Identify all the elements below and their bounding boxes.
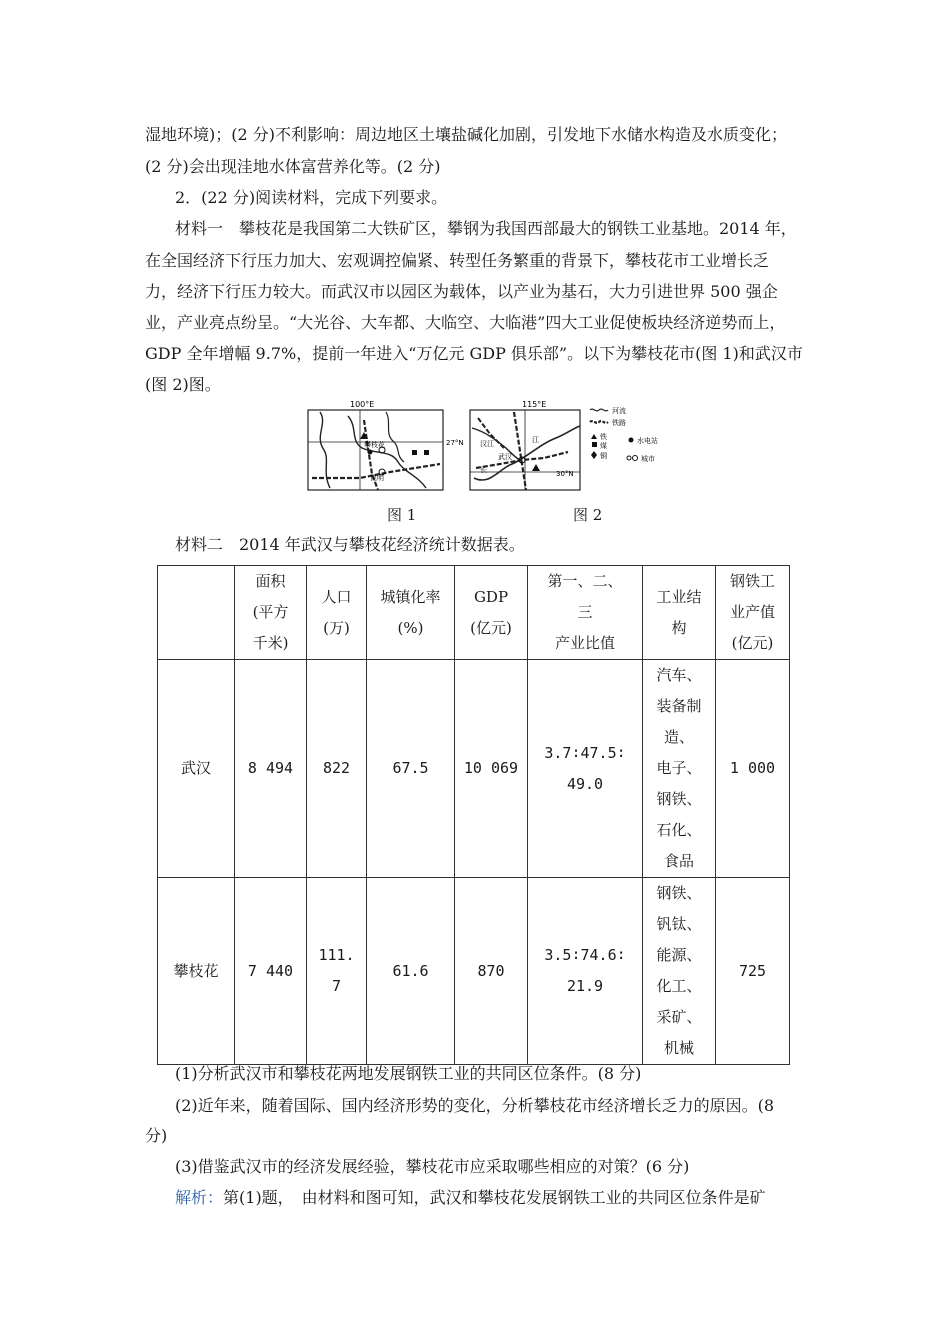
question-2-heading: 2．(22 分)阅读材料，完成下列要求。 — [175, 188, 448, 207]
header-cell-population: 人口 (万) — [307, 566, 367, 660]
header-cell-blank — [158, 566, 235, 660]
map2-longitude-label: 115°E — [522, 400, 547, 409]
legend-hydro-icon — [629, 438, 634, 443]
legend-copper-icon — [591, 451, 597, 459]
text-line-1: 湿地环境)；(2 分)不利影响：周边地区土壤盐碱化加剧，引发地下水储水构造及水质变化； — [145, 125, 787, 144]
row-panzhihua-city: 攀枝花 — [158, 878, 235, 1065]
material-1-line-5: GDP 全年增幅 9.7%，提前一年进入“万亿元 GDP 俱乐部”。以下为攀枝花市(图 1)和武汉市 — [145, 344, 803, 363]
question-2-2-line-1: (2)近年来，随着国际、国内经济形势的变化，分析攀枝花市经济增长乏力的原因。(8 — [175, 1096, 775, 1115]
header-cell-area: 面积 (平方 千米) — [235, 566, 307, 660]
map2-label-chang: 长 — [480, 466, 487, 474]
material-1-line-4: 业，产业亮点纷呈。“大光谷、大车都、大临空、大临港”四大工业促使板块经济逆势而上， — [145, 313, 786, 332]
answer-text: 第(1)题， 由材料和图可知，武汉和攀枝花发展钢铁工业的共同区位条件是矿 — [223, 1188, 766, 1207]
row-panzhihua-area: 7 440 — [235, 878, 307, 1065]
row-panzhihua-industry-ratio: 3.5∶74.6∶ 21.9 — [528, 878, 643, 1065]
map1-coal-mine — [412, 450, 417, 455]
legend-iron-label: 铁 — [600, 433, 607, 441]
legend-railway-label: 铁路 — [612, 419, 626, 427]
row-wuhan-industry-structure: 汽车、 装备制 造、 电子、 钢铁、 石化、 食品 — [643, 660, 716, 878]
header-cell-steel-output: 钢铁工 业产值 (亿元) — [716, 566, 790, 660]
legend-town-icon — [627, 456, 631, 460]
row-wuhan-steel-output: 1 000 — [716, 660, 790, 878]
legend-river-icon — [590, 409, 608, 411]
maps-figure — [300, 398, 680, 498]
legend-coal-label: 煤 — [600, 442, 607, 450]
material-1-line-1: 材料一 攀枝花是我国第二大铁矿区，攀钢为我国西部最大的钢铁工业基地。2014 年， — [175, 219, 797, 238]
header-cell-industry-ratio: 第一、二、 三 产业比值 — [528, 566, 643, 660]
material-2-heading: 材料二 2014 年武汉与攀枝花经济统计数据表。 — [175, 535, 525, 554]
map1-city-label-panzhihua: 攀枝花 — [364, 441, 385, 449]
row-panzhihua-urbanization: 61.6 — [367, 878, 455, 1065]
legend-railway-icon — [590, 421, 608, 423]
answer-label: 解析： — [175, 1188, 224, 1207]
legend-copper-label: 铜 — [600, 452, 607, 460]
table-header-row — [158, 566, 790, 660]
row-wuhan-industry-ratio: 3.7∶47.5∶ 49.0 — [528, 660, 643, 878]
header-cell-industry-structure: 工业结 构 — [643, 566, 716, 660]
legend-city-icon — [633, 456, 638, 461]
question-2-2-line-2: 分) — [145, 1126, 168, 1145]
row-panzhihua-gdp: 870 — [455, 878, 528, 1065]
material-1-line-3: 力，经济下行压力较大。而武汉市以园区为载体，以产业为基石，大力引进世界 500 强企 — [145, 282, 778, 301]
row-panzhihua-industry-structure: 钢铁、 钒钛、 能源、 化工、 采矿、 机械 — [643, 878, 716, 1065]
material-1-line-6: (图 2)图。 — [145, 375, 221, 394]
row-panzhihua-steel-output: 725 — [716, 878, 790, 1065]
map1-city-label-kunming: 昆明 — [370, 474, 384, 482]
map1-hydro-station — [368, 450, 373, 455]
economic-stats-table — [157, 565, 790, 1065]
map2-label-wuhan: 武汉 — [498, 453, 512, 461]
row-wuhan-city: 武汉 — [158, 660, 235, 878]
legend-iron-icon — [591, 434, 597, 439]
table-row — [158, 878, 790, 1065]
map2-label-jiang: 江 — [532, 436, 539, 444]
map2-label-hanjiang: 汉江 — [480, 440, 494, 448]
figure-1-caption: 图 1 — [387, 506, 417, 524]
legend-hydro-label: 水电站 — [637, 437, 658, 445]
map2-latitude-label: 30°N — [556, 470, 574, 478]
row-wuhan-gdp: 10 069 — [455, 660, 528, 878]
row-wuhan-area: 8 494 — [235, 660, 307, 878]
question-2-1: (1)分析武汉市和攀枝花两地发展钢铁工业的共同区位条件。(8 分) — [175, 1064, 642, 1083]
row-wuhan-urbanization: 67.5 — [367, 660, 455, 878]
map1-longitude-label: 100°E — [350, 400, 375, 409]
map1-latitude-label: 27°N — [446, 439, 464, 447]
map2-railway-1 — [514, 412, 526, 490]
answer-analysis-line — [175, 1188, 845, 1208]
question-2-3: (3)借鉴武汉市的经济发展经验，攀枝花市应采取哪些相应的对策？(6 分) — [175, 1157, 690, 1176]
legend-city-label: 城市 — [641, 455, 655, 463]
row-panzhihua-population: 111. 7 — [307, 878, 367, 1065]
header-cell-urbanization: 城镇化率 (%) — [367, 566, 455, 660]
header-cell-gdp: GDP (亿元) — [455, 566, 528, 660]
figure-2-caption: 图 2 — [573, 506, 603, 524]
legend-coal-icon — [592, 442, 597, 447]
table-row — [158, 660, 790, 878]
maps-svg — [300, 398, 680, 498]
text-line-2: (2 分)会出现洼地水体富营养化等。(2 分) — [145, 157, 441, 176]
map1-coal-mine-2 — [424, 450, 429, 455]
row-wuhan-population: 822 — [307, 660, 367, 878]
map1-river-1 — [320, 412, 330, 488]
legend-river-label: 河流 — [612, 407, 626, 415]
map2-iron-mine — [532, 464, 540, 471]
map2-railway-2 — [476, 452, 568, 468]
material-1-line-2: 在全国经济下行压力加大、宏观调控偏紧、转型任务繁重的背景下，攀枝花市工业增长乏 — [145, 251, 770, 270]
